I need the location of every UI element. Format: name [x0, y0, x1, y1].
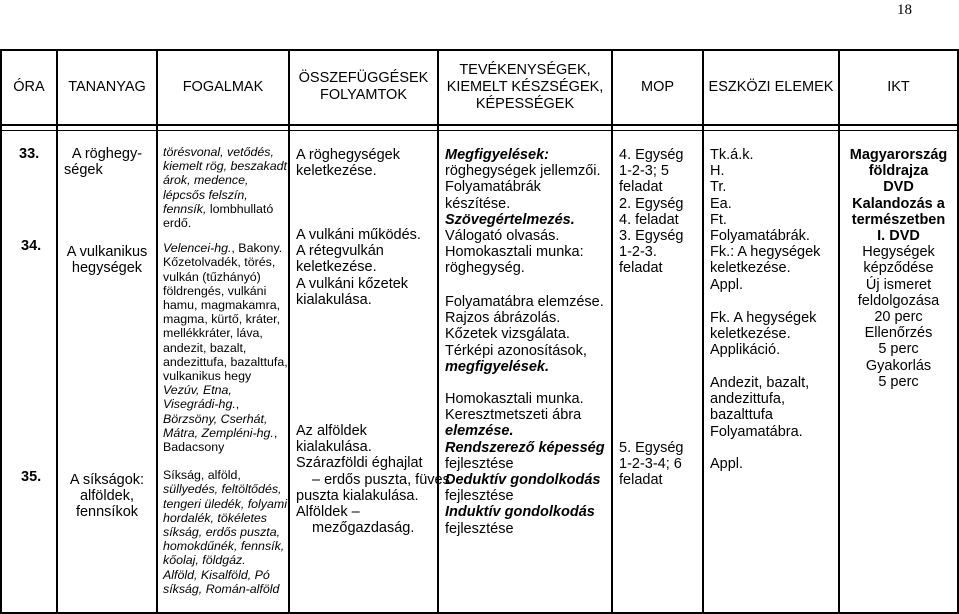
header-osszefuggesek: ÖSSZEFÜGGÉSEK FOLYAMTOK — [298, 70, 429, 103]
col-border — [702, 49, 704, 614]
header-tevekenysegek: TEVÉKENYSÉGEK, KIEMELT KÉSZSÉGEK, KÉPESSÉGEK — [446, 61, 604, 112]
topic-rog-hegysegek: A röghegy- ségek — [64, 146, 143, 179]
mop-block-1: 4. Egység 1-2-3; 5 feladat 2. Egység 4. feladat 3. Egység 1-2-3. feladat — [619, 147, 684, 277]
col-border — [156, 49, 158, 614]
relations-block-3: Az alföldek kialakulása. Szárazföldi éghajlat – erdős puszta, füves puszta kialakulása. Alföldek – mezőgazdaság. — [296, 423, 450, 537]
col-border — [611, 49, 613, 614]
col-border — [56, 49, 58, 614]
header-separator — [0, 130, 959, 131]
activities-block-2: Folyamatábra elemzése. Rajzos ábrázolás. Kőzetek vizsgálata. Térképi azonosítások, megfigyelések. — [445, 294, 604, 375]
concepts-list: törésvonal, vetődés, kiemelt rög, beszakadt árok, medence, lépcsős felszín, fennsík, lombhullató erdő. Velencei-hg., Bakony. Kőzetolvadék, törés, vulkán (tűzhányó) földrengés, vulkáni hamu, magmakamra, magma, kürtő, kráter, mellékkráter, láva, andezit, bazalt, andezittufa, bazalttufa, vulkanikus hegy Vezúv, Etna, Visegrádi-hg., Börzsöny, Cserhát, Mátra, Zempléni-hg., Badacsony Síkság, alföld, süllyedés, feltöltődés, tengeri üledék, folyami hordalék, tökéletes síkság, erdős puszta, homokdűnék, fennsík, kőolaj, földgáz. Alföld, Kisalföld, Pó síkság, Román-alföld — [163, 145, 288, 596]
table-top-border — [0, 49, 959, 51]
topic-sikságok: A síkságok: alföldek, fennsíkok — [69, 472, 145, 521]
header-tananyag: TANANYAG — [68, 78, 146, 95]
topic-vulkanikus-hegysegek: A vulkanikus hegységek — [66, 244, 148, 277]
relations-block-1: A röghegységek keletkezése. — [296, 147, 400, 180]
col-border — [288, 49, 290, 614]
activities-block-1: Megfigyelések: röghegységek jellemzői. Folyamatábrák készítése. Szövegértelmezés. Válogató olvasás. Homokasztali munka: röghegység. — [445, 147, 601, 277]
tools-block-3: Andezit, bazalt, andezittufa, bazalttufa Folyamatábra. — [710, 375, 810, 440]
tools-block-1: Tk.á.k. H. Tr. Ea. Ft. Folyamatábrák. Fk.: A hegységek keletkezése. Appl. — [710, 147, 821, 293]
ikt-block: Magyarország földrajza DVD Kalandozás a természetben I. DVD Hegységek képződése Új ismeret feldolgozása 20 perc Ellenőrzés 5 perc Gyakorlás 5 perc — [849, 147, 948, 390]
header-eszkozi-elemek: ESZKÖZI ELEMEK — [708, 78, 834, 95]
header-ikt: IKT — [887, 78, 910, 95]
lesson-number-34: 34. — [21, 238, 42, 254]
tools-block-2: Fk. A hegységek keletkezése. Applikáció. — [710, 310, 817, 359]
header-fogalmak: FOGALMAK — [182, 78, 264, 95]
header-mop: MOP — [640, 78, 675, 95]
col-border — [0, 49, 2, 614]
mop-block-2: 5. Egység 1-2-3-4; 6 feladat — [619, 440, 684, 489]
page-number: 18 — [897, 2, 912, 18]
tools-block-4: Appl. — [710, 456, 744, 472]
header-ora: ÓRA — [13, 78, 45, 95]
relations-block-2: A vulkáni működés. A rétegvulkán keletkezése. A vulkáni kőzetek kialakulása. — [296, 227, 421, 308]
lesson-number-35: 35. — [21, 469, 42, 485]
header-bottom-border — [0, 124, 959, 126]
lesson-number-33: 33. — [19, 146, 40, 162]
activities-block-3: Homokasztali munka. Keresztmetszeti ábra elemzése. Rendszerező képesség fejlesztése Deduktív gondolkodás fejlesztése Induktív gondolkodás fejlesztése — [445, 391, 605, 537]
